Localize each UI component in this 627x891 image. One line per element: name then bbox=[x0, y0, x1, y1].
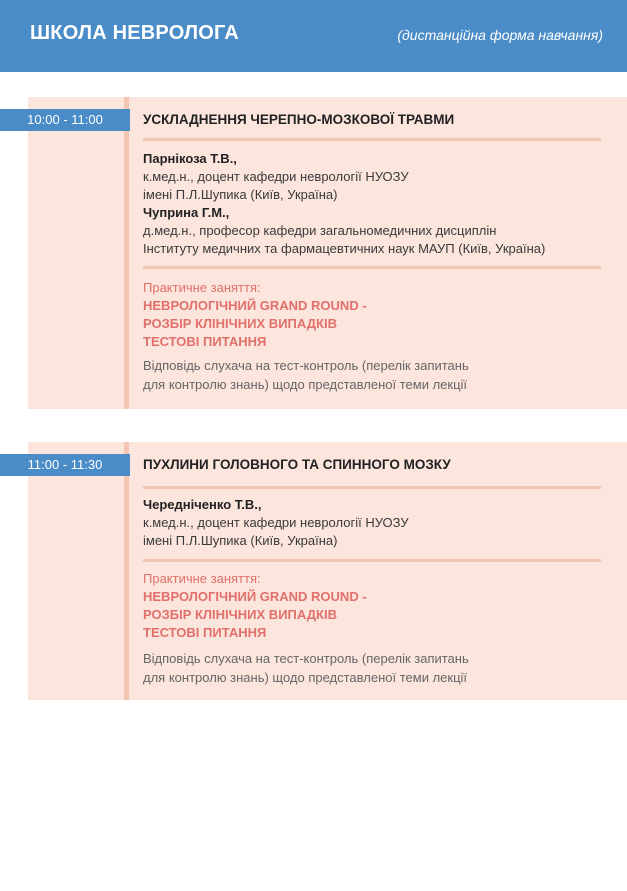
speakers-list-1 bbox=[143, 150, 545, 258]
session-accent-line bbox=[124, 97, 129, 409]
note-line: для контролю знань) щодо представленої теми лекції bbox=[143, 669, 468, 685]
speaker-name: Чуприна Г.М., bbox=[143, 205, 230, 220]
speaker-name: Парнікоза Т.В., bbox=[143, 151, 237, 166]
note-line: Відповідь слухача на тест-контроль (перелік запитань bbox=[143, 358, 469, 373]
speaker-detail: д.мед.н., професор кафедри загальномедичних дисциплін bbox=[143, 223, 497, 238]
speaker-detail: Інституту медичних та фармацевтичних наук МАУП (Київ, Україна) bbox=[143, 241, 546, 256]
session-divider bbox=[143, 559, 601, 562]
practice-heading: Практичне заняття: bbox=[143, 280, 261, 295]
note-line: для контролю знань) щодо представленої теми лекції bbox=[143, 376, 468, 392]
practice-heading: Практичне заняття: bbox=[143, 571, 261, 586]
page-subtitle: (дистанційна форма навчання) bbox=[397, 27, 603, 43]
practice-block-1 bbox=[143, 279, 367, 351]
practice-line: ТЕСТОВІ ПИТАННЯ bbox=[143, 625, 267, 640]
speaker-detail: імені П.Л.Шупика (Київ, Україна) bbox=[143, 187, 338, 202]
practice-line: НЕВРОЛОГІЧНИЙ GRAND ROUND - bbox=[143, 589, 367, 604]
practice-line: НЕВРОЛОГІЧНИЙ GRAND ROUND - bbox=[143, 298, 367, 313]
note-line: Відповідь слухача на тест-контроль (перелік запитань bbox=[143, 651, 469, 666]
practice-line: РОЗБІР КЛІНІЧНИХ ВИПАДКІВ bbox=[143, 316, 337, 331]
practice-block-2 bbox=[143, 570, 367, 642]
speaker-detail: імені П.Л.Шупика (Київ, Україна) bbox=[143, 533, 338, 548]
session-divider bbox=[143, 138, 601, 141]
speaker-name: Чередніченко Т.В., bbox=[143, 497, 262, 512]
session-time-badge-1: 10:00 - 11:00 bbox=[0, 109, 130, 131]
session-accent-line bbox=[124, 442, 129, 700]
practice-line: РОЗБІР КЛІНІЧНИХ ВИПАДКІВ bbox=[143, 607, 337, 622]
session-title-2: ПУХЛИНИ ГОЛОВНОГО ТА СПИННОГО МОЗКУ bbox=[143, 457, 451, 472]
session-title-1: УСКЛАДНЕННЯ ЧЕРЕПНО-МОЗКОВОЇ ТРАВМИ bbox=[143, 112, 455, 127]
speakers-list-2 bbox=[143, 496, 409, 550]
page-title: ШКОЛА НЕВРОЛОГА bbox=[30, 22, 239, 44]
session-divider bbox=[143, 266, 601, 269]
session-note-2 bbox=[143, 650, 469, 687]
speaker-detail: к.мед.н., доцент кафедри неврології НУОЗУ bbox=[143, 169, 409, 184]
page-header bbox=[0, 0, 627, 72]
practice-line: ТЕСТОВІ ПИТАННЯ bbox=[143, 334, 267, 349]
session-divider bbox=[143, 486, 601, 489]
speaker-detail: к.мед.н., доцент кафедри неврології НУОЗУ bbox=[143, 515, 409, 530]
session-note-1 bbox=[143, 357, 469, 394]
session-time-badge-2: 11:00 - 11:30 bbox=[0, 454, 130, 476]
